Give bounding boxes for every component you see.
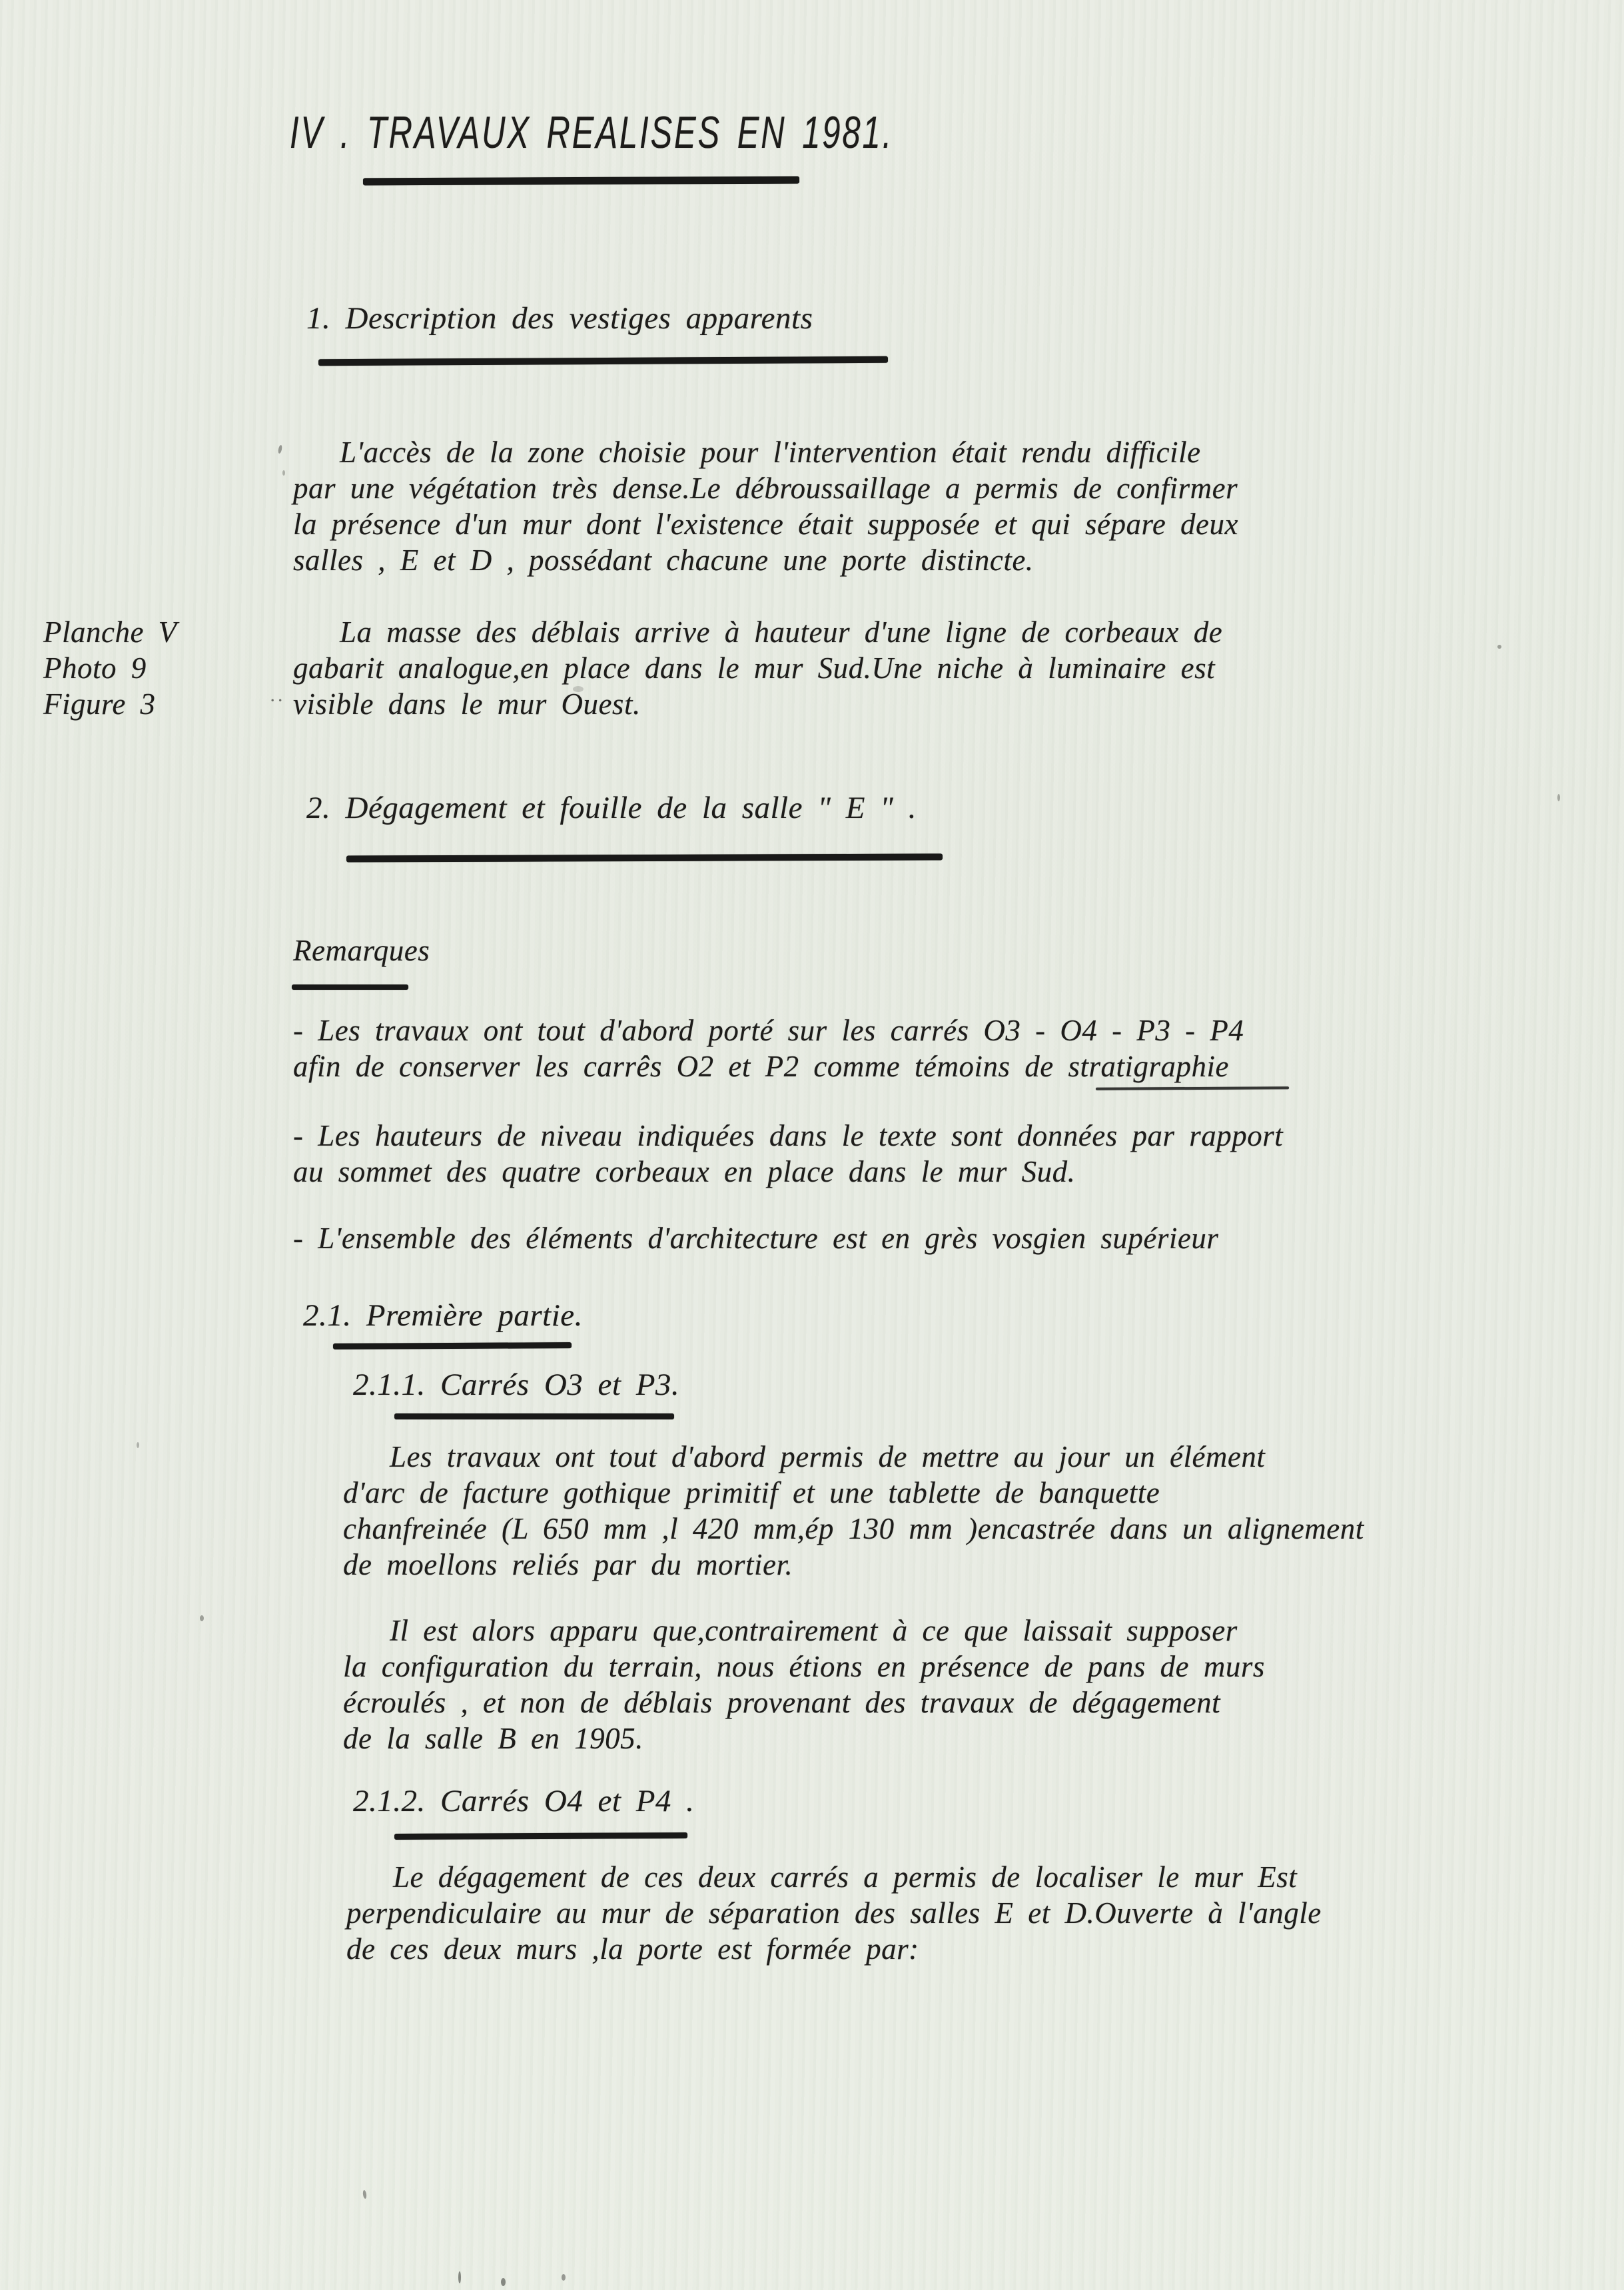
section1-heading: 1. Description des vestiges apparents xyxy=(306,301,813,336)
section2-1-heading: 2.1. Première partie. xyxy=(303,1298,583,1333)
margin-note xyxy=(43,614,177,722)
ink-speck xyxy=(278,445,283,454)
ink-speck xyxy=(562,2274,566,2281)
ink-speck xyxy=(282,470,285,476)
text-line: Le dégagement de ces deux carrés a permis de localiser le mur Est xyxy=(393,1860,1298,1894)
margin-note-line-3: Figure 3 xyxy=(43,687,156,721)
section2-1-1-heading: 2.1.1. Carrés O3 et P3. xyxy=(353,1367,680,1402)
section2-1-1-underline xyxy=(394,1413,674,1419)
section1-underline xyxy=(318,356,888,366)
bullet-1 xyxy=(293,1012,1244,1084)
ink-speck xyxy=(1497,645,1501,649)
ink-speck xyxy=(200,1615,204,1621)
text-line: Les travaux ont tout d'abord permis de mettre au jour un élément xyxy=(390,1440,1266,1473)
section2-1-underline xyxy=(333,1342,572,1349)
text-line: La masse des déblais arrive à hauteur d'une ligne de corbeaux de xyxy=(340,615,1223,649)
text-line: au sommet des quatre corbeaux en place dans le mur Sud. xyxy=(293,1155,1076,1188)
paragraph-1 xyxy=(293,434,1238,578)
ink-speck xyxy=(1557,794,1560,801)
section2-heading: 2. Dégagement et fouille de la salle " E " . xyxy=(306,791,917,825)
margin-note-line-1: Planche V xyxy=(43,615,177,649)
paragraph-3 xyxy=(343,1439,1364,1583)
text-line: par une végétation très dense.Le débroussaillage a permis de confirmer xyxy=(293,472,1238,505)
text-line: de moellons reliés par du mortier. xyxy=(343,1548,793,1581)
page-title: IV . TRAVAUX REALISES EN 1981. xyxy=(290,107,894,158)
section2-1-2-underline xyxy=(394,1832,687,1840)
text-line: écroulés , et non de déblais provenant des travaux de dégagement xyxy=(343,1686,1221,1719)
paragraph-5 xyxy=(346,1859,1322,1967)
ink-speck xyxy=(458,2271,461,2283)
text-line: la présence d'un mur dont l'existence était supposée et qui sépare deux xyxy=(293,508,1238,541)
text-line: de ces deux murs ,la porte est formée par: xyxy=(346,1932,919,1966)
text-line: - Les hauteurs de niveau indiquées dans le texte sont données par rapport xyxy=(293,1119,1284,1152)
text-line: salles , E et D , possédant chacune une porte distincte. xyxy=(293,544,1034,577)
bullet-3 xyxy=(293,1220,1218,1256)
text-line: afin de conserver les carrês O2 et P2 comme témoins de stratigraphie xyxy=(293,1050,1230,1083)
text-line: Il est alors apparu que,contrairement à ce que laissait supposer xyxy=(390,1614,1238,1647)
margin-note-mark: ·· xyxy=(270,689,285,711)
stratigraphie-underline xyxy=(1096,1086,1289,1090)
text-line: chanfreinée (L 650 mm ,l 420 mm,ép 130 mm )encastrée dans un alignement xyxy=(343,1512,1364,1545)
text-line: visible dans le mur Ouest. xyxy=(293,687,641,721)
remarks-label: Remarques xyxy=(293,934,430,967)
ink-speck xyxy=(501,2278,506,2286)
text-line: de la salle B en 1905. xyxy=(343,1722,643,1755)
margin-note-line-2: Photo 9 xyxy=(43,651,147,685)
text-line: d'arc de facture gothique primitif et une tablette de banquette xyxy=(343,1476,1160,1509)
ink-speck xyxy=(137,1442,139,1448)
text-line: - Les travaux ont tout d'abord porté sur les carrés O3 - O4 - P3 - P4 xyxy=(293,1014,1244,1047)
ink-smudge xyxy=(573,686,584,692)
section2-underline xyxy=(346,853,943,862)
bullet-2 xyxy=(293,1118,1283,1190)
text-line: - L'ensemble des éléments d'architecture est en grès vosgien supérieur xyxy=(293,1222,1219,1255)
text-line: L'accès de la zone choisie pour l'intervention était rendu difficile xyxy=(340,436,1201,469)
text-line: la configuration du terrain, nous étions en présence de pans de murs xyxy=(343,1650,1265,1683)
remarks-underline xyxy=(292,984,408,990)
text-line: perpendiculaire au mur de séparation des salles E et D.Ouverte à l'angle xyxy=(346,1896,1322,1930)
paragraph-2 xyxy=(293,614,1222,722)
title-underline xyxy=(363,177,799,186)
paragraph-4 xyxy=(343,1613,1265,1756)
section2-1-2-heading: 2.1.2. Carrés O4 et P4 . xyxy=(353,1784,695,1818)
text-line: gabarit analogue,en place dans le mur Sud.Une niche à luminaire est xyxy=(293,651,1216,685)
ink-speck xyxy=(362,2190,367,2199)
